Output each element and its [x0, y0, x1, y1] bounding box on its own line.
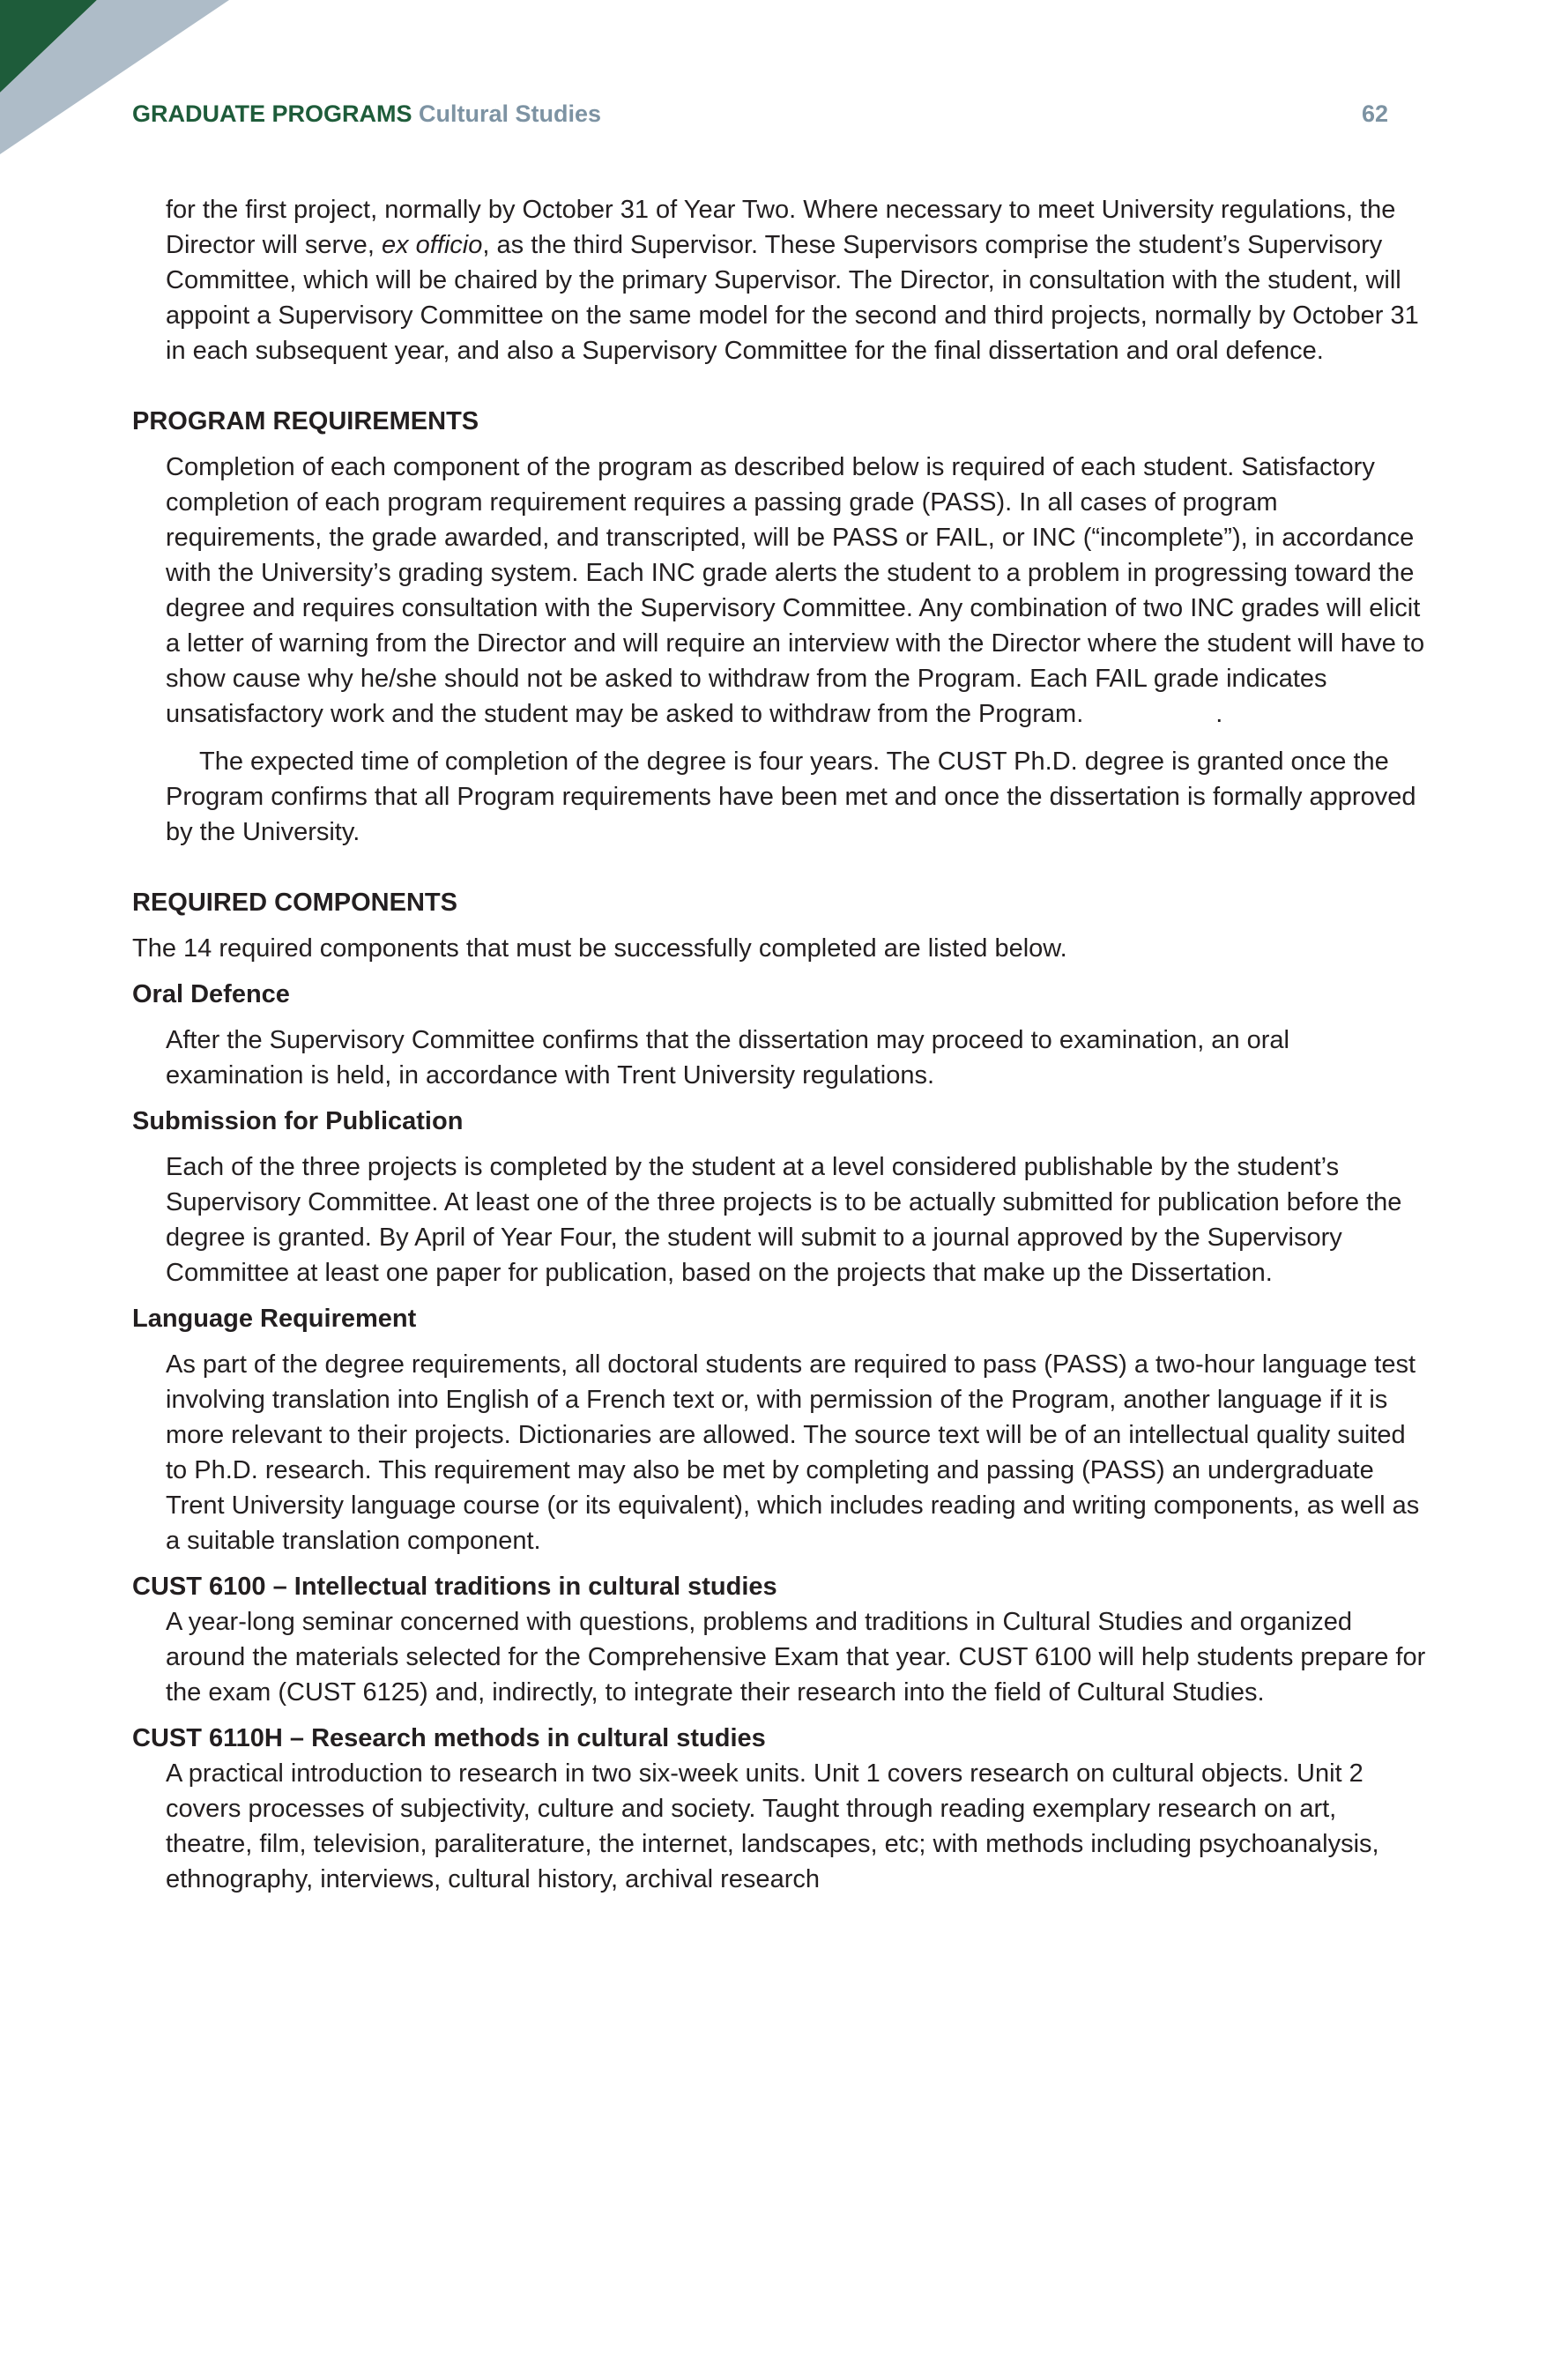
header-subsection: Cultural Studies	[419, 100, 602, 127]
component-title: CUST 6110H – Research methods in cultural studies	[132, 1724, 766, 1752]
component-text: A practical introduction to research in two six-week units. Unit 1 covers research on cultural objects. Unit 2 covers processes of subjectivity, culture and society. Taught through reading exemplary research on art, theatre, film, television, paraliterature, the internet, landscapes, etc; with methods including psychoanalysis, ethnography, interviews, cultural history, archival research	[166, 1759, 1379, 1893]
running-header	[132, 100, 1388, 136]
header-section: GRADUATE PROGRAMS	[132, 100, 412, 127]
program-requirements-paragraph-1	[166, 450, 1428, 732]
component-title: Oral Defence	[132, 980, 290, 1008]
component-title: Language Requirement	[132, 1305, 417, 1333]
page-body	[132, 192, 1428, 1897]
required-components-heading: REQUIRED COMPONENTS	[132, 889, 457, 917]
component-text: After the Supervisory Committee confirms that the dissertation may proceed to examination, an oral examination is held, in accordance with Trent University regulations.	[166, 1026, 1289, 1090]
program-requirements-paragraph-2: The expected time of completion of the degree is four years. The CUST Ph.D. degree is granted once the Program confirms that all Program requirements have been met and once the dissertation is formally approved by the University.	[166, 747, 1416, 846]
intro-paragraph	[166, 192, 1428, 368]
program-requirements-heading: PROGRAM REQUIREMENTS	[132, 407, 479, 435]
component-text: A year-long seminar concerned with questions, problems and traditions in Cultural Studies and organized around the materials selected for the Comprehensive Exam that year. CUST 6100 will help students prepare for the exam (CUST 6125) and, indirectly, to integrate their research into the field of Cultural Studies.	[166, 1608, 1426, 1707]
page-number: 62	[1361, 100, 1388, 127]
required-components-intro: The 14 required components that must be successfully completed are listed below.	[132, 934, 1067, 963]
running-head	[132, 100, 601, 128]
component-title: CUST 6100 – Intellectual traditions in cultural studies	[132, 1573, 777, 1601]
corner-decoration	[0, 0, 264, 176]
component-text: Each of the three projects is completed by the student at a level considered publishable by the student’s Supervisory Committee. At least one of the three projects is to be actually submitted for publication before the degree is granted. By April of Year Four, the student will submit to a journal approved by the Supervisory Committee at least one paper for publication, based on the projects that make up the Dissertation.	[166, 1153, 1402, 1287]
program-requirements-text-1: Completion of each component of the program as described below is required of each student. Satisfactory completion of each program requirement requires a passing grade (PASS). In all cases of program requirements, the grade awarded, and transcripted, will be PASS or FAIL, or INC (“incomplete”), in accordance with the University’s grading system. Each INC grade alerts the student to a problem in progressing toward the degree and requires consultation with the Supervisory Committee. Any combination of two INC grades will elicit a letter of warning from the Director and will require an interview with the Director where the student will have to show cause why he/she should not be asked to withdraw from the Program. Each FAIL grade indicates unsatisfactory work and the student may be asked to withdraw from the Program.	[166, 453, 1425, 728]
component-title: Submission for Publication	[132, 1107, 464, 1135]
component-text: As part of the degree requirements, all doctoral students are required to pass (PASS) a two-hour language test involving translation into English of a French text or, with permission of the Program, another language if it is more relevant to their projects. Dictionaries are allowed. The source text will be of an intellectual quality suited to Ph.D. research. This requirement may also be met by completing and passing (PASS) an undergraduate Trent University language course (or its equivalent), which includes reading and writing components, as well as a suitable translation component.	[166, 1350, 1420, 1555]
intro-text-post: , as the third Supervisor. These Supervisors comprise the student’s Supervisory Committee, which will be chaired by the primary Supervisor. The Director, in consultation with the student, will appoint a Supervisory Committee on the same model for the second and third projects, normally by October 31 in each subsequent year, and also a Supervisory Committee for the final dissertation and oral defence.	[166, 231, 1419, 365]
intro-text-em: ex officio	[381, 231, 483, 259]
intro-text-pre: for the first project, normally by October 31 of Year Two. Where necessary to meet University regulations, the Director will serve,	[166, 196, 1396, 259]
program-requirements-trailing-dot: .	[1215, 700, 1223, 728]
